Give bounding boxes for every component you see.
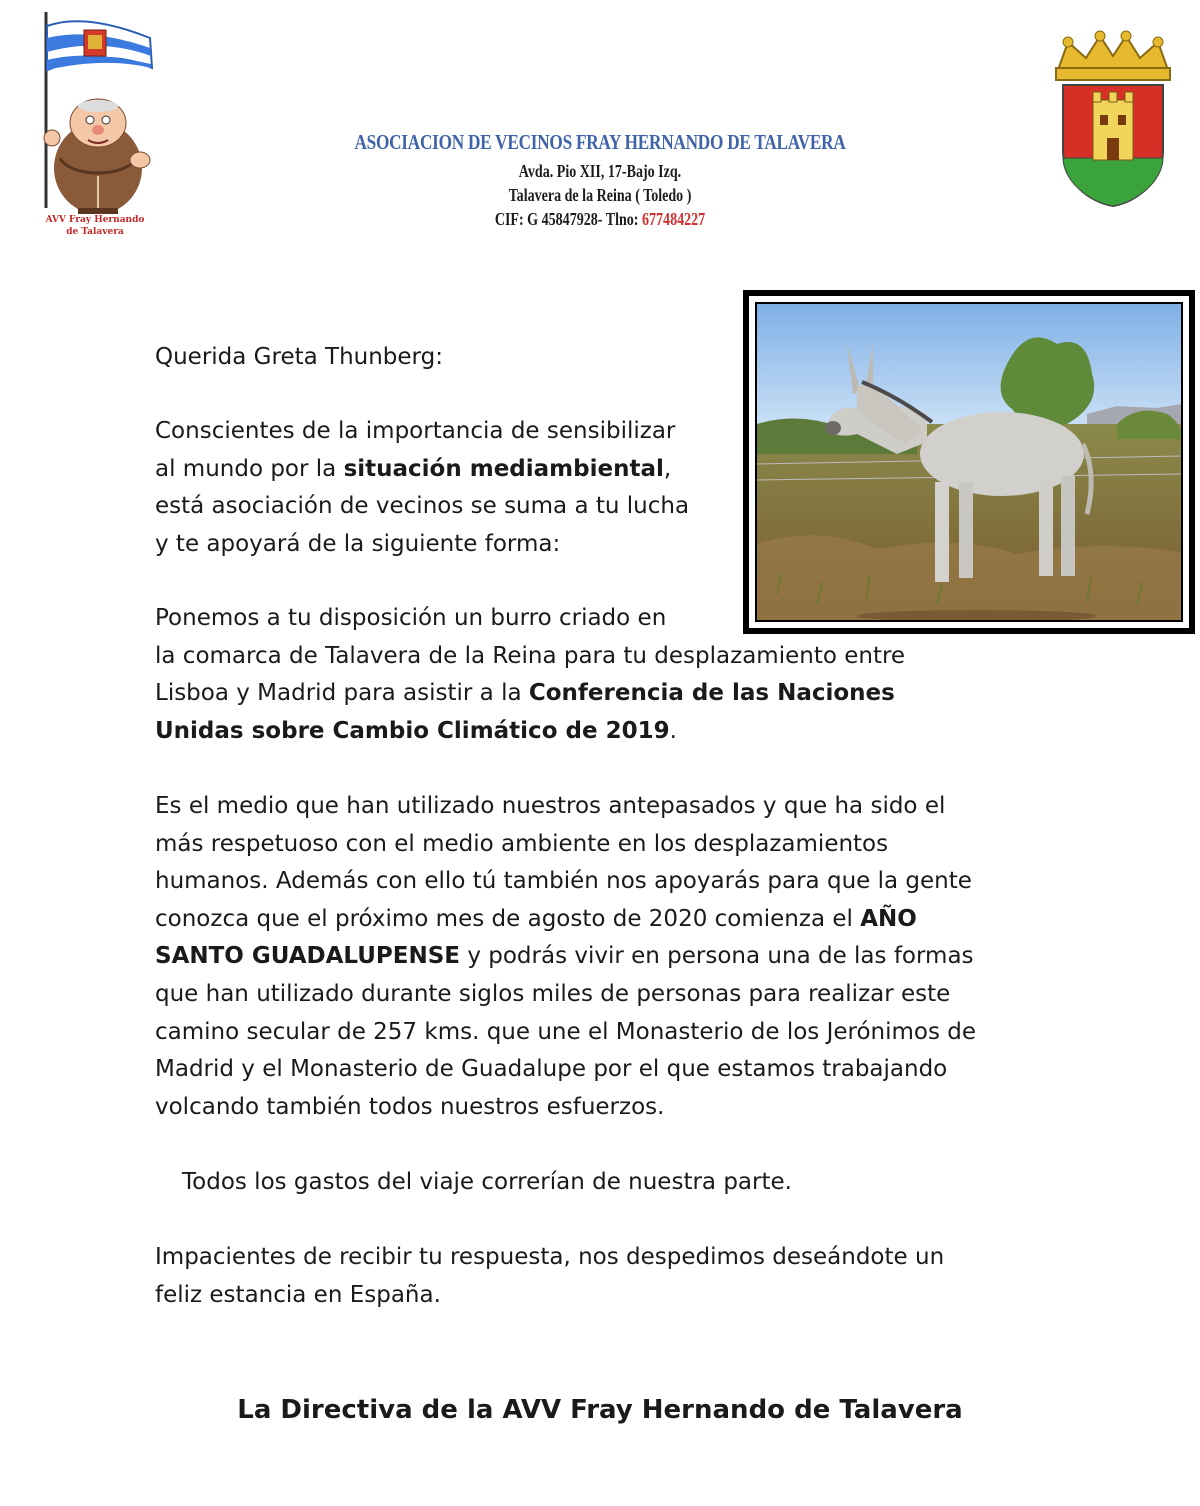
paragraph-line: volcando también todos nuestros esfuerzos. xyxy=(155,1093,665,1120)
logo-caption-line-2: de Talavera xyxy=(66,227,124,237)
logo-caption-line-1: AVV Fray Hernando xyxy=(45,215,145,225)
paragraph-line: Lisboa y Madrid para asistir a la Conferencia de las Naciones xyxy=(155,680,895,707)
paragraph-line: la comarca de Talavera de la Reina para tu desplazamiento entre xyxy=(155,642,906,669)
letter-paragraph-4: Todos los gastos del viaje correrían de nuestra parte. xyxy=(182,1169,792,1195)
paragraph-line: Ponemos a tu disposición un burro criado en xyxy=(155,605,667,631)
paragraph-line: más respetuoso con el medio ambiente en los desplazamientos xyxy=(155,830,889,857)
phone-number: 677484227 xyxy=(641,209,706,229)
association-address: Avda. Pio XII, 17-Bajo Izq. xyxy=(518,161,682,181)
paragraph-line: está asociación de vecinos se suma a tu lucha xyxy=(155,493,690,520)
cif-label: CIF: G 45847928- Tlno: xyxy=(494,209,642,229)
paragraph-line: Madrid y el Monasterio de Guadalupe por el que estamos trabajando xyxy=(155,1056,948,1083)
letter-paragraph-3 xyxy=(155,788,1055,1126)
donkey-photo xyxy=(757,304,1181,620)
association-name: ASOCIACION DE VECINOS FRAY HERNANDO DE TALAVERA xyxy=(354,130,846,154)
paragraph-line: que han utilizado durante siglos miles de personas para realizar este xyxy=(155,980,951,1007)
emphasis-conference-cont: Unidas sobre Cambio Climático de 2019 xyxy=(155,717,670,744)
paragraph-line: camino secular de 257 kms. que une el Monasterio de los Jerónimos de xyxy=(155,1018,977,1045)
letter-paragraph-2 xyxy=(155,600,1005,750)
logo-caption xyxy=(30,214,160,238)
paragraph-line: Impacientes de recibir tu respuesta, nos despedimos deseándote un xyxy=(155,1244,945,1270)
talavera-coat-of-arms xyxy=(1048,30,1178,210)
letter-greeting: Querida Greta Thunberg: xyxy=(155,344,443,370)
association-cif-phone xyxy=(366,208,834,230)
association-city: Talavera de la Reina ( Toledo ) xyxy=(508,185,692,205)
letter-paragraph-1 xyxy=(155,413,735,563)
paragraph-line: SANTO GUADALUPENSE y podrás vivir en persona una de las formas xyxy=(155,943,974,970)
emphasis-conference: Conferencia de las Naciones xyxy=(528,680,895,707)
letter-signature: La Directiva de la AVV Fray Hernando de Talavera xyxy=(237,1395,963,1425)
paragraph-line: humanos. Además con ello tú también nos apoyarás para que la gente xyxy=(155,868,972,895)
donkey-photo-frame xyxy=(743,290,1195,634)
paragraph-line: conozca que el próximo mes de agosto de 2020 comienza el AÑO xyxy=(155,905,917,932)
emphasis-environmental: situación mediambiental xyxy=(343,455,664,482)
paragraph-line: Unidas sobre Cambio Climático de 2019. xyxy=(155,717,677,744)
emphasis-ano: AÑO xyxy=(860,905,917,932)
paragraph-line: y te apoyará de la siguiente forma: xyxy=(155,530,561,557)
paragraph-line: feliz estancia en España. xyxy=(155,1281,441,1308)
paragraph-line: Es el medio que han utilizado nuestros antepasados y que ha sido el xyxy=(155,793,946,819)
letter-paragraph-5 xyxy=(155,1239,1055,1314)
paragraph-line: Conscientes de la importancia de sensibilizar xyxy=(155,418,676,444)
paragraph-line: al mundo por la situación mediambiental, xyxy=(155,455,672,482)
emphasis-santo-guadalupense: SANTO GUADALUPENSE xyxy=(155,943,461,970)
